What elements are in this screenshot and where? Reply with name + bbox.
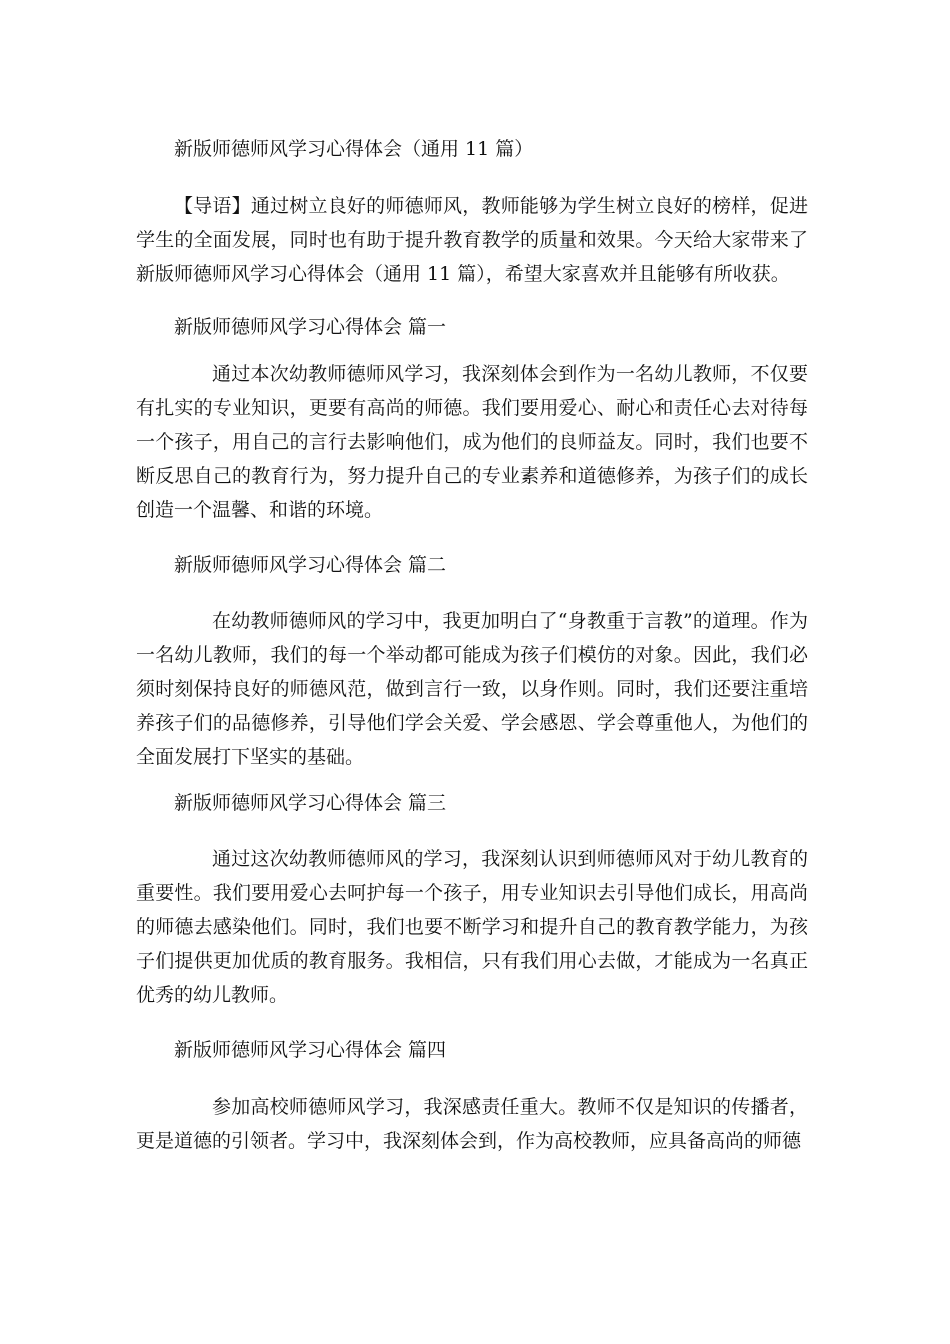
section-heading-1: 新版师德师风学习心得体会 篇一 [174, 316, 447, 338]
intro-paragraph: 【导语】通过树立良好的师德师风，教师能够为学生树立良好的榜样，促进学生的全面发展，同时也有助于提升教育教学的质量和效果。今天给大家带来了新版师德师风学习心得体会（通用 11 篇），希望大家喜欢并且能够有所收获。 [136, 195, 808, 285]
section-body-3: 通过这次幼教师德师风的学习，我深刻认识到师德师风对于幼儿教育的重要性。我们要用爱心去呵护每一个孩子，用专业知识去引导他们成长，用高尚的师德去感染他们。同时，我们也要不断学习和提升自己的教育教学能力，为孩子们提供更加优质的教育服务。我相信，只有我们用心去做，才能成为一名真正优秀的幼儿教师。 [136, 848, 808, 1006]
section-body-1: 通过本次幼教师德师风学习，我深刻体会到作为一名幼儿教师，不仅要有扎实的专业知识，更要有高尚的师德。我们要用爱心、耐心和责任心去对待每一个孩子，用自己的言行去影响他们，成为他们的良师益友。同时，我们也要不断反思自己的教育行为，努力提升自己的专业素养和道德修养，为孩子们的成长创造一个温馨、和谐的环境。 [136, 363, 808, 521]
section-body-4: 参加高校师德师风学习，我深感责任重大。教师不仅是知识的传播者，更是道德的引领者。学习中，我深刻体会到，作为高校教师，应具备高尚的师德 [136, 1096, 808, 1152]
section-heading-3: 新版师德师风学习心得体会 篇三 [174, 792, 447, 814]
document-title: 新版师德师风学习心得体会（通用 11 篇） [174, 138, 534, 160]
section-heading-4: 新版师德师风学习心得体会 篇四 [174, 1039, 447, 1061]
section-heading-2: 新版师德师风学习心得体会 篇二 [174, 554, 447, 576]
section-body-2: 在幼教师德师风的学习中，我更加明白了“身教重于言教”的道理。作为一名幼儿教师，我们的每一个举动都可能成为孩子们模仿的对象。因此，我们必须时刻保持良好的师德风范，做到言行一致，以身作则。同时，我们还要注重培养孩子们的品德修养，引导他们学会关爱、学会感恩、学会尊重他人，为他们的全面发展打下坚实的基础。 [136, 610, 808, 768]
